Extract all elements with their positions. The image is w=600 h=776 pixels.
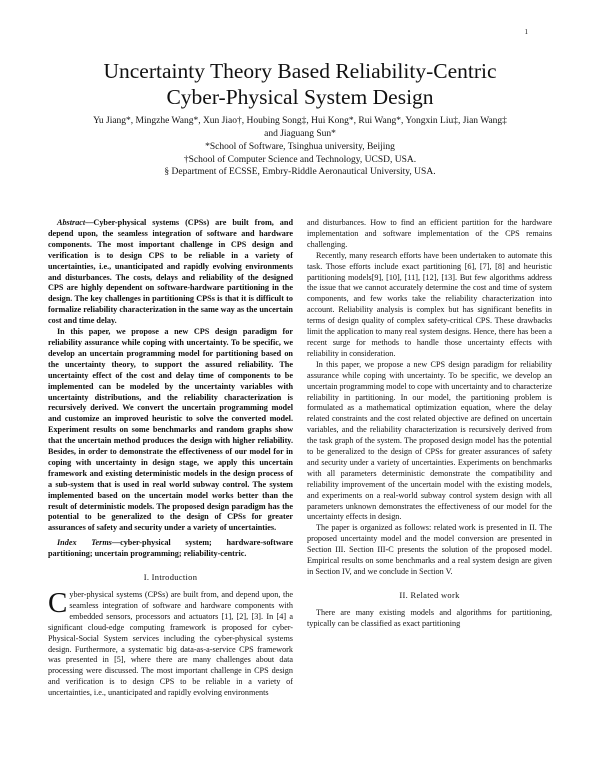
index-terms-label: Index Terms: [57, 538, 112, 548]
affiliation: †School of Computer Science and Technology, UCSD, USA.: [183, 154, 417, 165]
authors-line-2: and Jiaguang Sun*: [264, 128, 336, 139]
affiliation: *School of Software, Tsinghua university, Beijing: [205, 142, 395, 152]
intro-paragraph-3: In this paper, we propose a new CPS design paradigm for reliability assurance while coping with uncertainty. To be specific, we develop an uncertain programming model to cope with uncertainty and to characterize reliability in partitioning. In our model, the partitioning problem is formulated as a mathematical optimization equation, where the delay related constraints and the cost related objective are defined on uncertain variables, and the reliability characterization is recursively derived from the task graph of the system. The proposed design model has the potential to be generalized to the design of CPSs for greater assurances of safety and security under a variety of uncertainties. Experiments on benchmarks with all parameters deterministic demonstrate the compatibility and reliability improvement of the uncertain model with the existing models, and experiments on a real-world subway control system design with all parameters unknown demonstrates the effectiveness of our model for the uncertainty effects in design.: [307, 359, 552, 522]
intro-paragraph-4: The paper is organized as follows: related work is presented in II. The proposed uncertainty model and the model conversion are presented in Section III. Section III-C presents the solution of the proposed model. Empirical results on some benchmarks and a real system design are given in Section IV, and we conclude in Section V.: [307, 523, 552, 576]
affiliation: § Department of ECSSE, Embry-Riddle Aeronautical University, USA.: [164, 167, 436, 177]
right-column: [307, 218, 552, 630]
abstract-paragraph-2: In this paper, we propose a new CPS design paradigm for reliability assurance while coping with uncertainty. To be specific, we develop an uncertain programming model for partitioning based on the uncertainty theory, to support the assured reliability. The uncertainty effect of the cost and delay time of components to be implemented can be modeled by the uncertainty variables with uncertainty distributions, and the reliability characterization is recursively derived. We convert the uncertain programming model and customize an improved heuristic to solve the converted model. Experiment results on some benchmarks and random graphs show that the uncertain method produces the design with higher reliability. Besides, in order to demonstrate the effectiveness of our model for in coping with uncertainty in design stage, we apply this uncertain framework and existing deterministic models in the design process of a sub-system that is used in real world subway control. The system implemented based on the uncertain model works better than the result of deterministic models. The proposed design paradigm has the potential to be generalized to the design of CPSs for greater assurances of safety and security under a variety of uncertainties.: [48, 327, 293, 533]
title-line-1: Uncertainty Theory Based Reliability-Centric: [103, 59, 497, 83]
index-terms: [48, 538, 293, 560]
paper-title: [40, 58, 560, 110]
page-number: 1: [524, 28, 528, 36]
index-terms-text: —cyber-physical system; hardware-software partitioning; uncertain programming; reliability-centric.: [48, 538, 293, 559]
abstract-paragraph: [48, 218, 293, 327]
intro-paragraph-2: Recently, many research efforts have been undertaken to automate this task. Those efforts include exact partitioning [6], [7], [8] and heuristic partitioning models[9], [10], [11], [12], [13]. But few algorithms address the issue that we cannot accurately determine the cost and time of system components, and few works take the reliability characterization into account. Reliability analysis is complex but has significant benefits in terms of design quality of complex safety-critical CPS. These drawbacks limit the application to many real system designs. Hence, there has been a recent surge for methods to handle those uncertainty effects with reliability in consideration.: [307, 250, 552, 358]
abstract-label: Abstract: [57, 218, 86, 227]
author-list: [40, 115, 560, 140]
title-line-2: Cyber-Physical System Design: [166, 85, 434, 109]
related-paragraph-1: There are many existing models and algorithms for partitioning, typically can be classified as exact partitioning: [307, 607, 552, 628]
abstract-text: —Cyber-physical systems (CPSs) are built from, and depend upon, the seamless integration of software and hardware components. The most important challenge in CPS design and verification is to design CPS to be reliable in a variety of uncertainties, i.e., unanticipated and rapidly evolving environments and disturbances. The costs, delays and reliability of the designed CPS are highly dependent on software-hardware partitioning in the design. The key challenges in partitioning CPSs is that it is difficult to formalize reliability characterization in the same way as the uncertain cost and time delay.: [48, 218, 293, 326]
authors-line-1: Yu Jiang*, Mingzhe Wang*, Xun Jiao†, Houbing Song‡, Hui Kong*, Rui Wang*, Yongxin Liu‡, Jian Wang‡: [93, 116, 507, 126]
drop-cap: C: [48, 587, 68, 619]
intro-paragraph-1-cont: and disturbances. How to find an efficient partition for the hardware implementation and software implementation of the CPS remains challenging.: [307, 218, 552, 249]
section-heading-introduction: I. Introduction: [143, 572, 198, 583]
section-heading-related-work: II. Related work: [399, 589, 460, 600]
intro-paragraph-1: [48, 587, 293, 699]
intro-text: yber-physical systems (CPSs) are built from, and depend upon, the seamless integration of software and hardware components with embedded sensors, processors and actuators [1], [2], [3]. In [4] a significant cloud-edge computing framework is proposed for cyber-Physical-Social System services including the cyber-physical systems design. Furthermore, a systematic big data-as-a-service CPS framework was presented in [5], where there are many challenges about data processing were discussed. The most important challenge in CPS design and verification is to design CPS to be reliable in a variety of uncertainties, i.e., unanticipated and rapidly evolving environments: [48, 590, 293, 698]
affiliations: [40, 141, 560, 179]
left-column: [48, 218, 293, 699]
